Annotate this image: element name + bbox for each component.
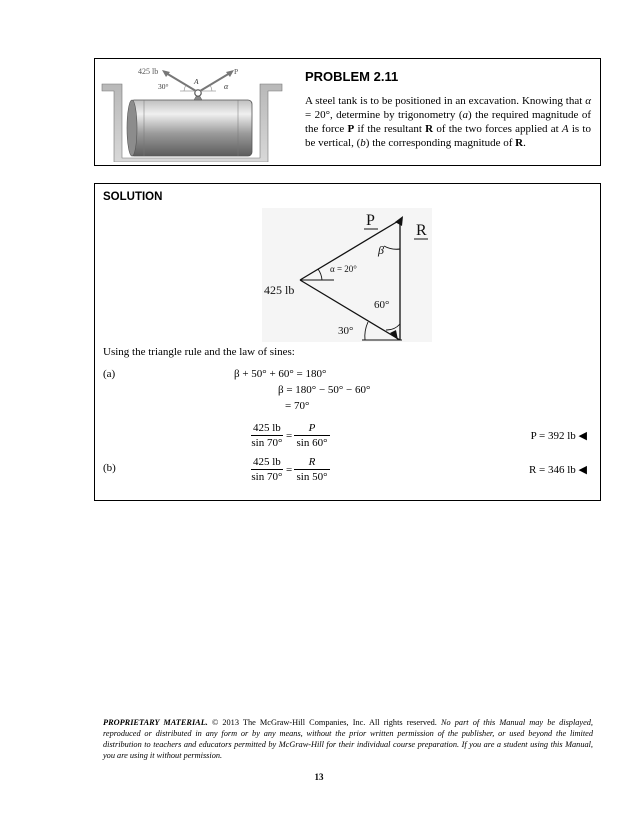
fraction-a-den1: sin 70°	[251, 437, 283, 449]
sketch-r-label: R	[416, 222, 427, 239]
fraction-b-den2: sin 50°	[296, 471, 328, 483]
force-p-label: P	[234, 67, 239, 76]
problem-statement: A steel tank is to be positioned in an excavation. Knowing that α = 20°, determine by trigonometry (a) the required magnitude of the force P if the resultant R of the two forces applied at A is to be vertical, (b) the corresponding magnitude of R.	[305, 95, 591, 149]
tank-end	[127, 100, 137, 156]
fraction-b-den1: sin 70°	[251, 471, 283, 483]
alpha-label: α	[224, 82, 229, 91]
sketch-60-label: 60°	[374, 299, 390, 311]
sketch-beta-label: β	[378, 243, 384, 257]
page-number: 13	[314, 772, 324, 782]
fraction-b-equals: =	[286, 464, 293, 476]
part-a-label: (a)	[103, 368, 116, 380]
angle-30-label: 30°	[158, 82, 169, 91]
tank-body	[130, 100, 252, 156]
fraction-a-den2: sin 60°	[296, 437, 328, 449]
equation-beta: β = 180° − 50° − 60°	[278, 384, 371, 396]
sketch-p-label: P	[366, 212, 375, 229]
fraction-b-num1: 425 lb	[253, 456, 281, 468]
point-a-label: A	[194, 77, 199, 86]
force-425-line	[166, 73, 196, 91]
fraction-a-num2: P	[294, 422, 330, 436]
fraction-a-left	[251, 422, 283, 449]
solution-intro: Using the triangle rule and the law of sines:	[103, 346, 295, 358]
fraction-b-left	[251, 456, 283, 483]
problem-title: PROBLEM 2.11	[305, 69, 399, 84]
fraction-b-num2: R	[294, 456, 330, 470]
tank-figure	[100, 62, 285, 162]
solution-title: SOLUTION	[103, 191, 163, 203]
part-b-label: (b)	[103, 462, 116, 474]
proprietary-notice: PROPRIETARY MATERIAL. © 2013 The McGraw-Hill Companies, Inc. All rights reserved. No part of this Manual may be displayed, reproduced or distributed in any form or by any means, without the prior written permission of the publisher, or used beyond the limited distribution to teachers and educators permitted by McGraw-Hill for their individual course preparation. If you are a student using this Manual, you are using it without permission.	[103, 718, 593, 760]
sketch-alpha-label: α = 20°	[330, 264, 357, 274]
sketch-30-label: 30°	[338, 325, 354, 337]
force-425-label: 425 lb	[138, 67, 159, 76]
fraction-b-right	[294, 456, 330, 483]
fraction-a-num1: 425 lb	[253, 422, 281, 434]
fraction-a-right	[294, 422, 330, 449]
fraction-a-equals: =	[286, 430, 293, 442]
equation-beta-value: = 70°	[285, 400, 310, 412]
answer-r: R = 346 lb ◀	[528, 464, 587, 476]
answer-p: P = 392 lb ◀	[530, 430, 587, 442]
sketch-force-label: 425 lb	[264, 283, 295, 297]
force-triangle-sketch	[262, 208, 432, 342]
equation-angle-sum: β + 50° + 60° = 180°	[234, 368, 327, 380]
